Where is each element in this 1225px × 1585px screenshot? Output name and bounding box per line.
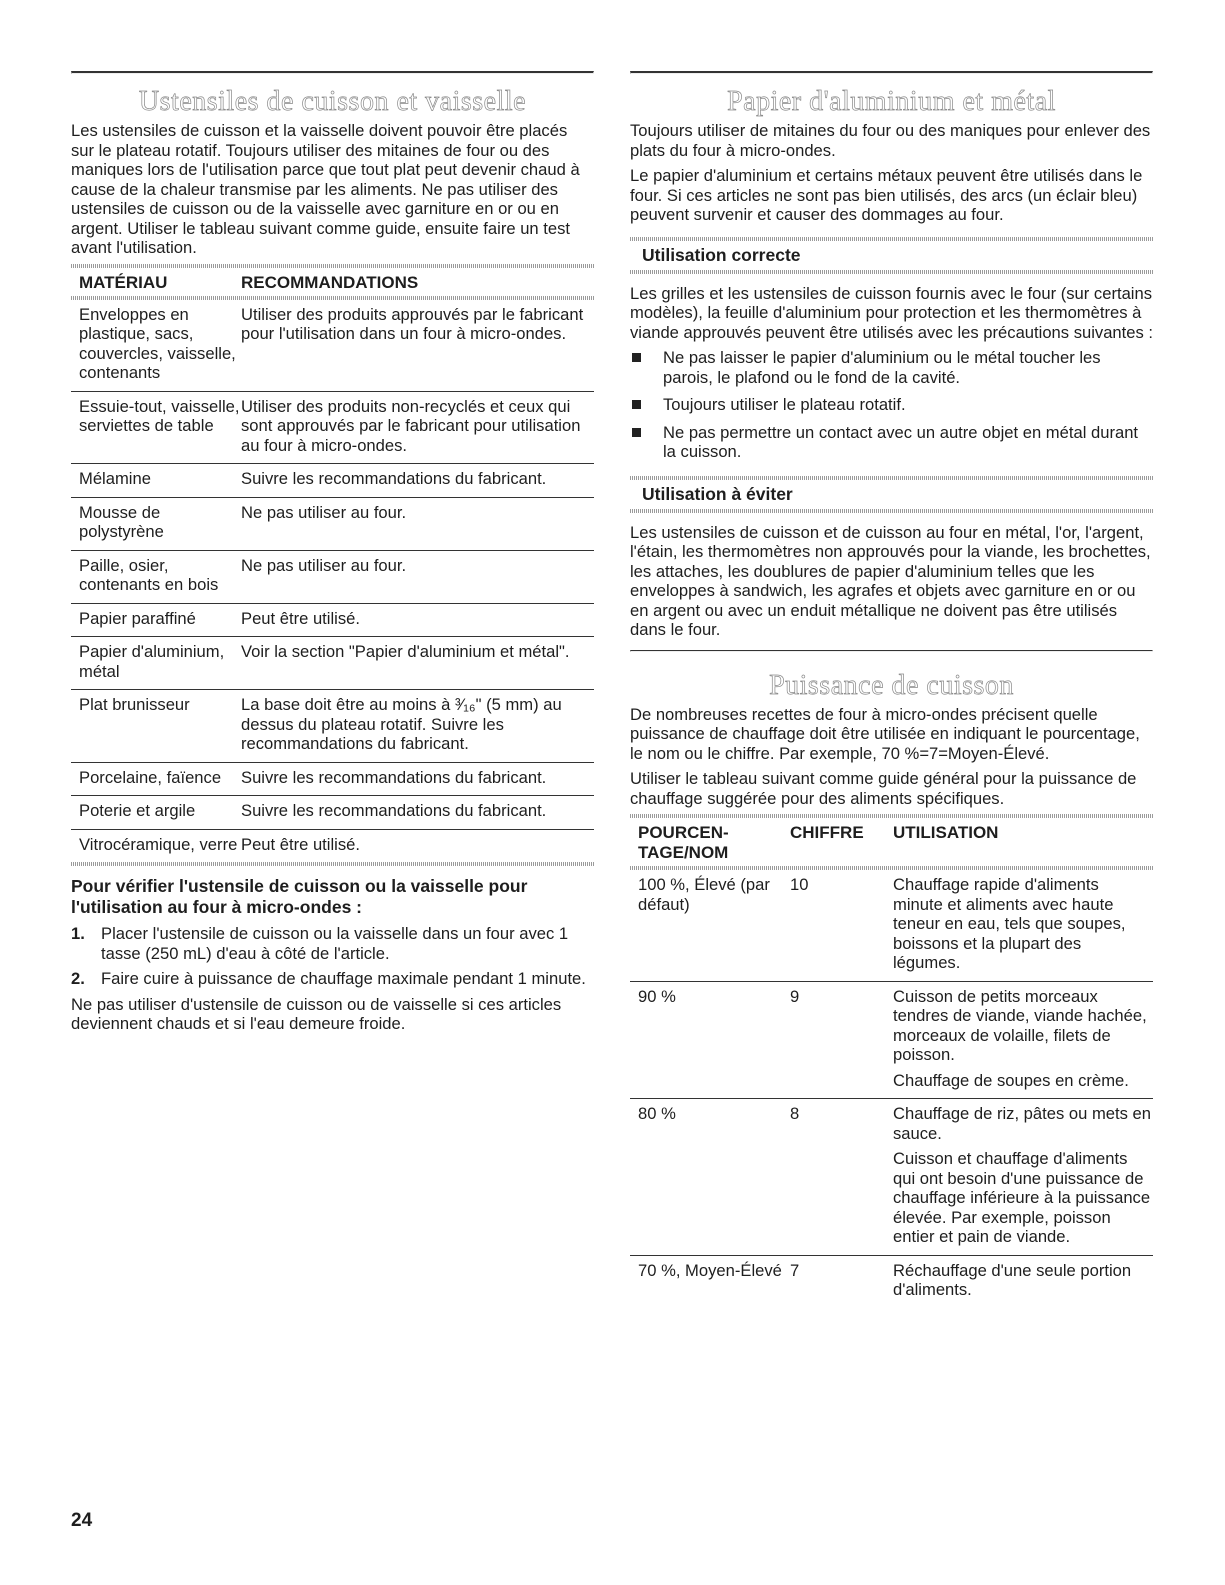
recommendation-cell: Peut être utilisé. <box>241 834 360 854</box>
correct-bottom-hatch <box>630 270 1153 274</box>
page-number: 24 <box>71 1510 93 1531</box>
percent-cell: 70 %, Moyen-Élevé <box>638 1260 782 1280</box>
correct-use-intro: Les grilles et les ustensiles de cuisson fournis avec le four (sur certains modèles), la feuille d'aluminium pour protection et les thermomètres à viande approuvés peuvent être utilisés avec les précautions suivantes : <box>630 283 1154 342</box>
avoid-use-heading: Utilisation à éviter <box>642 483 793 504</box>
bullet-square-icon <box>632 353 641 362</box>
power-paragraph-2: Utiliser le tableau suivant comme guide général pour la puissance de chauffage suggérée pour des aliments spécifiques. <box>630 769 1137 808</box>
percent-cell: 90 % <box>638 986 676 1006</box>
header-number: CHIFFRE <box>790 823 864 842</box>
recommendation-cell: Ne pas utiliser au four. <box>241 555 407 575</box>
number-cell: 9 <box>790 986 800 1006</box>
table-row <box>630 870 1153 982</box>
list-item <box>630 395 1153 415</box>
table-row <box>71 690 594 763</box>
table-row <box>630 1256 1153 1308</box>
power-table-body <box>630 870 1153 1308</box>
table-row <box>71 830 594 863</box>
power-table-header <box>630 818 1153 866</box>
test-note: Ne pas utiliser d'ustensile de cuisson ou de vaisselle si ces articles deviennent chauds et si l'eau demeure froide. <box>71 994 562 1033</box>
top-rule <box>71 71 594 74</box>
header-material: MATÉRIAU <box>79 272 168 292</box>
step-text: Placer l'ustensile de cuisson ou la vaisselle dans un four avec 1 tasse (250 mL) d'eau à côté de l'article. <box>101 924 569 963</box>
bullet-text: Ne pas permettre un contact avec un autre objet en métal durant la cuisson. <box>663 422 1139 461</box>
recommendation-cell: Peut être utilisé. <box>241 608 360 628</box>
table-row <box>71 392 594 465</box>
header-recommendations: RECOMMANDATIONS <box>241 272 419 292</box>
recommendation-cell: Suivre les recommandations du fabricant. <box>241 767 547 787</box>
correct-use-list <box>630 348 1153 462</box>
avoid-use-text: Les ustensiles de cuisson et de cuisson au four en métal, l'or, l'argent, l'étain, les thermomètres non approuvés pour la viande, les brochettes, les attaches, les doublures de papier d'aluminium telles que les enveloppes à sandwich, les agrafes et objets avec garniture en or ou en argent ou avec un enduit métallique ne doivent pas être utilisés dans le four. <box>630 522 1151 639</box>
recommendation-cell: Voir la section "Papier d'aluminium et métal". <box>241 642 570 661</box>
number-cell: 10 <box>790 875 809 894</box>
test-steps <box>71 924 594 989</box>
number-cell: 8 <box>790 1104 800 1123</box>
section-title-cookware: Ustensiles de cuisson et vaisselle <box>138 86 527 117</box>
correct-use-heading: Utilisation correcte <box>642 244 801 265</box>
percent-cell: 100 %, Élevé (par défaut) <box>638 875 770 914</box>
section-title-power: Puissance de cuisson <box>769 669 1014 701</box>
material-cell: Porcelaine, faïence <box>79 767 222 787</box>
table-row <box>71 300 594 392</box>
use-text: Réchauffage d'une seule portion d'aliments. <box>893 1260 1132 1299</box>
recommendation-cell: Suivre les recommandations du fabricant. <box>241 801 547 820</box>
table-bottom-hatch <box>71 862 594 866</box>
material-cell: Papier d'aluminium, métal <box>79 642 225 681</box>
use-cell <box>893 875 1153 973</box>
material-cell: Papier paraffiné <box>79 608 196 628</box>
recommendation-cell: La base doit être au moins à ³⁄₁₆" (5 mm) au dessus du plateau rotatif. Suivre les recommandations du fabricant. <box>241 695 562 753</box>
material-cell: Vitrocéramique, verre <box>79 834 238 854</box>
step-text: Faire cuire à puissance de chauffage maximale pendant 1 minute. <box>101 969 586 988</box>
bullet-square-icon <box>632 428 641 437</box>
recommendation-cell: Suivre les recommandations du fabricant. <box>241 469 547 488</box>
bullet-text: Toujours utiliser le plateau rotatif. <box>663 395 906 414</box>
use-cell <box>893 987 1153 1091</box>
test-heading: Pour vérifier l'ustensile de cuisson ou la vaisselle pour l'utilisation au four à micro-ondes : <box>71 876 528 917</box>
table-row <box>71 464 594 498</box>
avoid-bottom-hatch <box>630 509 1153 513</box>
material-cell: Paille, osier, contenants en bois <box>79 555 219 594</box>
table-row <box>630 982 1153 1100</box>
material-cell: Poterie et argile <box>79 801 196 820</box>
list-item <box>71 924 594 963</box>
left-column <box>71 71 594 1040</box>
use-cell <box>893 1104 1153 1247</box>
bullet-square-icon <box>632 400 641 409</box>
use-cell <box>893 1261 1153 1300</box>
use-text: Chauffage de soupes en crème. <box>893 1070 1129 1090</box>
section-title-foil: Papier d'aluminium et métal <box>727 86 1056 117</box>
table-row <box>71 498 594 551</box>
power-paragraph-1: De nombreuses recettes de four à micro-ondes précisent quelle puissance de chauffage doit être utilisée en indiquant le pourcentage, le nom ou le chiffre. Par exemple, 70 %=7=Moyen-Élevé. <box>630 704 1140 763</box>
list-item <box>71 969 594 989</box>
material-cell: Essuie-tout, vaisselle, serviettes de table <box>79 396 240 435</box>
use-text: Cuisson et chauffage d'aliments qui ont besoin d'une puissance de chauffage inférieure à la puissance élevée. Par exemple, poisson entier et pain de viande. <box>893 1149 1151 1246</box>
table-row <box>71 763 594 797</box>
number-cell: 7 <box>790 1260 800 1280</box>
use-text: Chauffage rapide d'aliments minute et aliments avec haute teneur en eau, tels que soupes, boissons et la plupart des légumes. <box>893 875 1126 972</box>
step-number: 1. <box>71 924 85 943</box>
material-cell: Enveloppes en plastique, sacs, couvercles, vaisselle, contenants <box>79 304 236 382</box>
table-row <box>71 604 594 638</box>
recommendation-cell: Utiliser des produits non-recyclés et ceux qui sont approuvés par le fabricant pour utilisation au four à micro-ondes. <box>241 396 581 455</box>
step-number: 2. <box>71 969 85 988</box>
material-cell: Plat brunisseur <box>79 695 190 714</box>
cookware-intro: Les ustensiles de cuisson et la vaisselle doivent pouvoir être placés sur le plateau rotatif. Toujours utiliser des mitaines de four ou des maniques lors de l'utilisation parce que tout plat peut devenir chaud à cause de la chaleur transmise par les aliments. Ne pas utiliser des ustensiles de cuisson ou de la vaisselle avec garniture en or ou en argent. Utiliser le tableau suivant comme guide, ensuite faire un test avant l'utilisation. <box>71 121 580 257</box>
recommendation-cell: Utiliser des produits approuvés par le fabricant pour l'utilisation dans un four à micro-ondes. <box>241 304 584 343</box>
recommendation-cell: Ne pas utiliser au four. <box>241 502 407 522</box>
material-table-body <box>71 300 594 863</box>
table-row <box>71 796 594 830</box>
use-text: Chauffage de riz, pâtes ou mets en sauce. <box>893 1104 1151 1143</box>
top-rule <box>630 71 1153 74</box>
table-row <box>71 637 594 690</box>
right-column <box>630 71 1153 1308</box>
header-percent: POURCEN-TAGE/NOM <box>638 823 729 862</box>
foil-paragraph-2: Le papier d'aluminium et certains métaux peuvent être utilisés dans le four. Si ces articles ne sont pas bien utilisés, des arcs (un éclair bleu) peuvent survenir et causer des dommages au four. <box>630 166 1143 224</box>
list-item <box>630 423 1153 462</box>
material-table-header <box>71 268 594 296</box>
section-divider <box>630 650 1153 652</box>
use-text: Cuisson de petits morceaux tendres de viande, viande hachée, morceaux de volaille, filets de poisson. <box>893 986 1147 1064</box>
bullet-text: Ne pas laisser le papier d'aluminium ou le métal toucher les parois, le plafond ou le fond de la cavité. <box>663 348 1101 387</box>
foil-paragraph-1: Toujours utiliser de mitaines du four ou des maniques pour enlever des plats du four à micro-ondes. <box>630 121 1151 160</box>
table-row <box>630 1099 1153 1256</box>
material-cell: Mélamine <box>79 469 151 488</box>
material-cell: Mousse de polystyrène <box>79 502 164 541</box>
list-item <box>630 348 1153 387</box>
table-row <box>71 551 594 604</box>
percent-cell: 80 % <box>638 1104 676 1123</box>
header-use: UTILISATION <box>893 823 999 842</box>
